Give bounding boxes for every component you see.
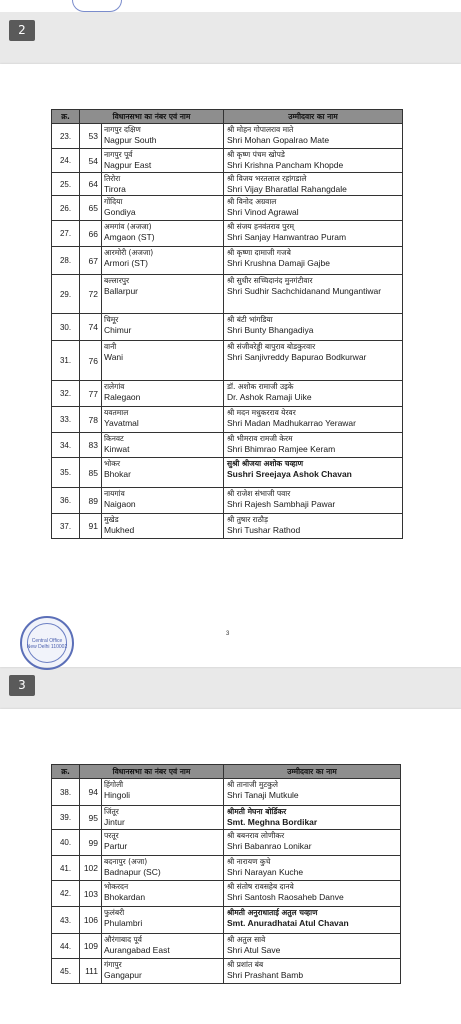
candidate-name: [224, 934, 401, 959]
constituency-name-english: Mukhed: [104, 525, 135, 535]
candidate-name-english: Shri Santosh Raosaheb Danve: [227, 892, 344, 902]
candidate-name-english: Shri Tanaji Mutkule: [227, 790, 299, 800]
candidate-name-english: Shri Bhimrao Ramjee Keram: [227, 444, 336, 454]
constituency-number: 83: [80, 433, 102, 458]
constituency-number: 64: [80, 173, 102, 196]
serial-number: 25.: [52, 173, 80, 196]
candidate-name-hindi: श्रीमती अनुराधाताई अतुल चव्हाण: [227, 908, 318, 917]
candidate-table: [51, 764, 401, 984]
constituency-number: 109: [80, 934, 102, 959]
candidate-name-hindi: श्री विनोद अग्रवाल: [227, 197, 277, 206]
header-constituency: विधानसभा का नंबर एवं नाम: [80, 110, 224, 124]
constituency-name-english: Aurangabad East: [104, 945, 170, 955]
candidate-name: [224, 407, 403, 433]
table-row: [52, 407, 403, 433]
candidate-name-hindi: श्री तानाजी मुटकुले: [227, 780, 278, 789]
constituency-number: 111: [80, 959, 102, 984]
candidate-name-english: Smt. Meghna Bordikar: [227, 817, 318, 827]
constituency-name: [102, 779, 224, 806]
constituency-number: 85: [80, 458, 102, 488]
candidate-name: [224, 856, 401, 881]
constituency-name-english: Nagpur South: [104, 135, 157, 145]
table-row: [52, 149, 403, 173]
candidate-name-hindi: श्री कृष्णा दामाजी गजबे: [227, 248, 291, 257]
page-number: 3: [226, 631, 230, 637]
candidate-name-english: Shri Krishna Pancham Khopde: [227, 160, 344, 170]
constituency-number: 99: [80, 830, 102, 856]
constituency-name-english: Badnapur (SC): [104, 867, 161, 877]
table-header-row: [52, 765, 401, 779]
serial-number: 33.: [52, 407, 80, 433]
candidate-name-english: Shri Narayan Kuche: [227, 867, 304, 877]
table-row: [52, 934, 401, 959]
candidate-name-hindi: श्रीमती मेघना बोर्डिकर: [227, 807, 287, 816]
constituency-name-hindi: नागपुर पूर्व: [104, 150, 133, 159]
previous-page-bottom: [0, 0, 461, 12]
candidate-name-hindi: श्री अतुल सावे: [227, 935, 266, 944]
candidate-name: [224, 806, 401, 830]
candidate-name-english: Shri Sudhir Sachchidanand Mungantiwar: [227, 286, 382, 296]
constituency-name-english: Chimur: [104, 325, 132, 335]
constituency-number: 103: [80, 881, 102, 907]
candidate-name-english: Shri Vijay Bharatlal Rahangdale: [227, 184, 347, 194]
serial-number: 24.: [52, 149, 80, 173]
candidate-name-english: Shri Mohan Gopalrao Mate: [227, 135, 330, 145]
candidate-name: [224, 124, 403, 149]
header-sno: क्र.: [52, 110, 80, 124]
candidate-name: [224, 173, 403, 196]
serial-number: 36.: [52, 488, 80, 514]
candidate-name-english: Shri Babanrao Lonikar: [227, 841, 312, 851]
candidate-name-english: Shri Bunty Bhangadiya: [227, 325, 314, 335]
table-row: [52, 275, 403, 314]
constituency-number: 65: [80, 196, 102, 221]
candidate-table: [51, 109, 403, 539]
candidate-name: [224, 433, 403, 458]
constituency-name-hindi: अमगांव (अजजा): [104, 222, 152, 231]
constituency-name-hindi: हिंगोली: [104, 780, 124, 789]
constituency-name-english: Hingoli: [104, 790, 130, 800]
candidate-name: [224, 830, 401, 856]
constituency-number: 95: [80, 806, 102, 830]
constituency-name-hindi: नायगांव: [104, 489, 125, 498]
constituency-number: 106: [80, 907, 102, 934]
party-stamp-partial: [72, 0, 122, 12]
constituency-name: [102, 381, 224, 407]
candidate-name-english: Shri Krushna Damaji Gajbe: [227, 258, 330, 268]
constituency-number: 66: [80, 221, 102, 247]
candidate-name-hindi: श्री भीमराव रामजी केरम: [227, 434, 293, 443]
candidate-name: [224, 149, 403, 173]
constituency-name-hindi: बदनापुर (अजा): [104, 857, 148, 866]
constituency-number: 72: [80, 275, 102, 314]
constituency-name-hindi: वानी: [104, 342, 117, 351]
table-row: [52, 881, 401, 907]
candidate-name-hindi: सुश्री श्रीजया अशोक चव्हाण: [227, 459, 304, 468]
serial-number: 35.: [52, 458, 80, 488]
constituency-name-hindi: परतूर: [104, 831, 119, 840]
constituency-name-hindi: आरमोरी (अजजा): [104, 248, 154, 257]
constituency-number: 91: [80, 514, 102, 539]
constituency-number: 94: [80, 779, 102, 806]
constituency-name-english: Gangapur: [104, 970, 142, 980]
constituency-name: [102, 934, 224, 959]
constituency-name-english: Gondiya: [104, 207, 136, 217]
candidate-name: [224, 881, 401, 907]
constituency-name: [102, 514, 224, 539]
candidate-name-hindi: श्री बंटी भांगडिया: [227, 315, 273, 324]
table-row: [52, 830, 401, 856]
candidate-name-english: Shri Tushar Rathod: [227, 525, 301, 535]
candidate-name: [224, 221, 403, 247]
serial-number: 40.: [52, 830, 80, 856]
table-row: [52, 314, 403, 341]
table-row: [52, 514, 403, 539]
document-page-4: [0, 709, 461, 1024]
serial-number: 26.: [52, 196, 80, 221]
candidate-name-english: Sushri Sreejaya Ashok Chavan: [227, 469, 352, 479]
candidate-name: [224, 314, 403, 341]
candidate-name-hindi: श्री सुधीर सच्चिदानंद मुनगंटीवार: [227, 276, 313, 285]
serial-number: 32.: [52, 381, 80, 407]
candidate-name: [224, 196, 403, 221]
candidate-name-english: Shri Prashant Bamb: [227, 970, 304, 980]
constituency-number: 74: [80, 314, 102, 341]
header-sno: क्र.: [52, 765, 80, 779]
table-row: [52, 341, 403, 381]
candidate-name-hindi: श्री विजय भरतलाल रहांगडाले: [227, 174, 307, 183]
candidate-name-english: Dr. Ashok Ramaji Uike: [227, 392, 312, 402]
constituency-name-hindi: यवतमाल: [104, 408, 129, 417]
table-row: [52, 907, 401, 934]
candidate-name-english: Shri Vinod Agrawal: [227, 207, 299, 217]
serial-number: 29.: [52, 275, 80, 314]
table-row: [52, 221, 403, 247]
candidate-name-hindi: श्री मोहन गोपालराव माते: [227, 125, 294, 134]
constituency-name-hindi: रालेगांव: [104, 382, 125, 391]
constituency-name-hindi: भोकरदन: [104, 882, 129, 891]
constituency-name-english: Partur: [104, 841, 128, 851]
constituency-name-hindi: गोंदिया: [104, 197, 123, 206]
constituency-name-hindi: भोकर: [104, 459, 121, 468]
constituency-name-english: Yavatmal: [104, 418, 139, 428]
table-row: [52, 247, 403, 275]
candidate-name-english: Shri Atul Save: [227, 945, 281, 955]
constituency-name: [102, 881, 224, 907]
candidate-name-hindi: श्री संजय हनवंतराव पुरम्: [227, 222, 294, 231]
constituency-name: [102, 341, 224, 381]
serial-number: 30.: [52, 314, 80, 341]
candidate-name-hindi: श्री राजेश संभाजी पवार: [227, 489, 291, 498]
table-row: [52, 959, 401, 984]
constituency-name: [102, 173, 224, 196]
table-row: [52, 173, 403, 196]
page-badge-2: 2: [9, 20, 35, 41]
constituency-name-english: Armori (ST): [104, 258, 148, 268]
candidate-name-hindi: श्री बबनराव लोणीकर: [227, 831, 285, 840]
candidate-name-english: Shri Sanjay Hanwantrao Puram: [227, 232, 347, 242]
constituency-name-hindi: बल्लारपुर: [104, 276, 130, 285]
constituency-name: [102, 196, 224, 221]
candidate-name: [224, 488, 403, 514]
candidate-name-hindi: श्री नारायण कुचे: [227, 857, 271, 866]
constituency-name: [102, 275, 224, 314]
constituency-number: 89: [80, 488, 102, 514]
constituency-name-english: Ralegaon: [104, 392, 141, 402]
serial-number: 31.: [52, 341, 80, 381]
table-row: [52, 124, 403, 149]
table-row: [52, 488, 403, 514]
candidate-name: [224, 381, 403, 407]
stamp-line-1: Central Office: [31, 638, 63, 644]
constituency-name-hindi: जिंतूर: [104, 807, 119, 816]
table-row: [52, 458, 403, 488]
constituency-name-english: Bhokar: [104, 469, 131, 479]
constituency-name: [102, 907, 224, 934]
constituency-number: 77: [80, 381, 102, 407]
constituency-name-english: Ballarpur: [104, 286, 139, 296]
constituency-name: [102, 221, 224, 247]
constituency-number: 54: [80, 149, 102, 173]
header-candidate: उम्मीदवार का नाम: [224, 110, 403, 124]
serial-number: 39.: [52, 806, 80, 830]
constituency-name-hindi: चिमूर: [104, 315, 119, 324]
constituency-name-english: Bhokardan: [104, 892, 146, 902]
constituency-name: [102, 830, 224, 856]
serial-number: 43.: [52, 907, 80, 934]
constituency-name: [102, 407, 224, 433]
candidate-name: [224, 514, 403, 539]
constituency-name-english: Kinwat: [104, 444, 130, 454]
serial-number: 34.: [52, 433, 80, 458]
constituency-number: 53: [80, 124, 102, 149]
constituency-number: 76: [80, 341, 102, 381]
serial-number: 45.: [52, 959, 80, 984]
stamp-text: [22, 638, 72, 650]
constituency-name: [102, 149, 224, 173]
table-row: [52, 856, 401, 881]
table-row: [52, 779, 401, 806]
table-row: [52, 381, 403, 407]
candidate-name-english: Shri Madan Madhukarrao Yerawar: [227, 418, 356, 428]
serial-number: 27.: [52, 221, 80, 247]
constituency-name-english: Tirora: [104, 184, 126, 194]
serial-number: 23.: [52, 124, 80, 149]
candidate-name-hindi: श्री संतोष रावसहेब दानवे: [227, 882, 294, 891]
constituency-name: [102, 959, 224, 984]
serial-number: 41.: [52, 856, 80, 881]
constituency-name: [102, 247, 224, 275]
constituency-name-hindi: नागपुर दक्षिण: [104, 125, 141, 134]
candidate-name: [224, 779, 401, 806]
candidate-name-english: Smt. Anuradhatai Atul Chavan: [227, 918, 349, 928]
page-badge-3: 3: [9, 675, 35, 696]
candidate-name-hindi: डॉ. अशोक रामाजी उइके: [227, 382, 294, 391]
candidate-name: [224, 458, 403, 488]
header-constituency: विधानसभा का नंबर एवं नाम: [80, 765, 224, 779]
constituency-name: [102, 314, 224, 341]
candidate-name-english: Shri Rajesh Sambhaji Pawar: [227, 499, 336, 509]
constituency-name: [102, 433, 224, 458]
constituency-name: [102, 488, 224, 514]
serial-number: 44.: [52, 934, 80, 959]
table-row: [52, 196, 403, 221]
candidate-name-hindi: श्री संजीवरेड्डी बापुराव बोडकुरवार: [227, 342, 316, 351]
constituency-number: 78: [80, 407, 102, 433]
header-candidate: उम्मीदवार का नाम: [224, 765, 401, 779]
table-header-row: [52, 110, 403, 124]
serial-number: 28.: [52, 247, 80, 275]
candidate-name: [224, 247, 403, 275]
candidate-name: [224, 907, 401, 934]
candidate-name: [224, 341, 403, 381]
constituency-name: [102, 124, 224, 149]
serial-number: 38.: [52, 779, 80, 806]
candidate-name: [224, 959, 401, 984]
candidate-name-hindi: श्री प्रशांत बंब: [227, 960, 264, 969]
constituency-name-hindi: फुलंबरी: [104, 908, 125, 917]
constituency-name-english: Nagpur East: [104, 160, 152, 170]
serial-number: 42.: [52, 881, 80, 907]
candidate-name-english: Shri Sanjivreddy Bapurao Bodkurwar: [227, 352, 367, 362]
constituency-name-hindi: औरंगाबाद पूर्व: [104, 935, 142, 944]
party-office-stamp: [20, 616, 74, 670]
candidate-name-hindi: श्री तुषार राठौड़: [227, 515, 268, 524]
constituency-number: 67: [80, 247, 102, 275]
constituency-name: [102, 856, 224, 881]
constituency-name-english: Phulambri: [104, 918, 143, 928]
constituency-name-english: Amgaon (ST): [104, 232, 155, 242]
constituency-name-hindi: गंगापुर: [104, 960, 122, 969]
table-row: [52, 433, 403, 458]
candidate-name-hindi: श्री मदन मधुकरराव येरवर: [227, 408, 296, 417]
constituency-name-hindi: किनवट: [104, 434, 124, 443]
constituency-name-english: Jintur: [104, 817, 125, 827]
constituency-name: [102, 458, 224, 488]
stamp-line-2: New Delhi 110002: [26, 644, 68, 650]
candidate-name-hindi: श्री कृष्ण पंचम खोपडे: [227, 150, 285, 159]
serial-number: 37.: [52, 514, 80, 539]
candidate-name: [224, 275, 403, 314]
constituency-name: [102, 806, 224, 830]
constituency-name-hindi: मुखेड: [104, 515, 119, 524]
constituency-name-english: Naigaon: [104, 499, 136, 509]
constituency-number: 102: [80, 856, 102, 881]
constituency-name-hindi: तिरोरा: [104, 174, 121, 183]
table-row: [52, 806, 401, 830]
constituency-name-english: Wani: [104, 352, 124, 362]
document-page-3: [0, 64, 461, 667]
